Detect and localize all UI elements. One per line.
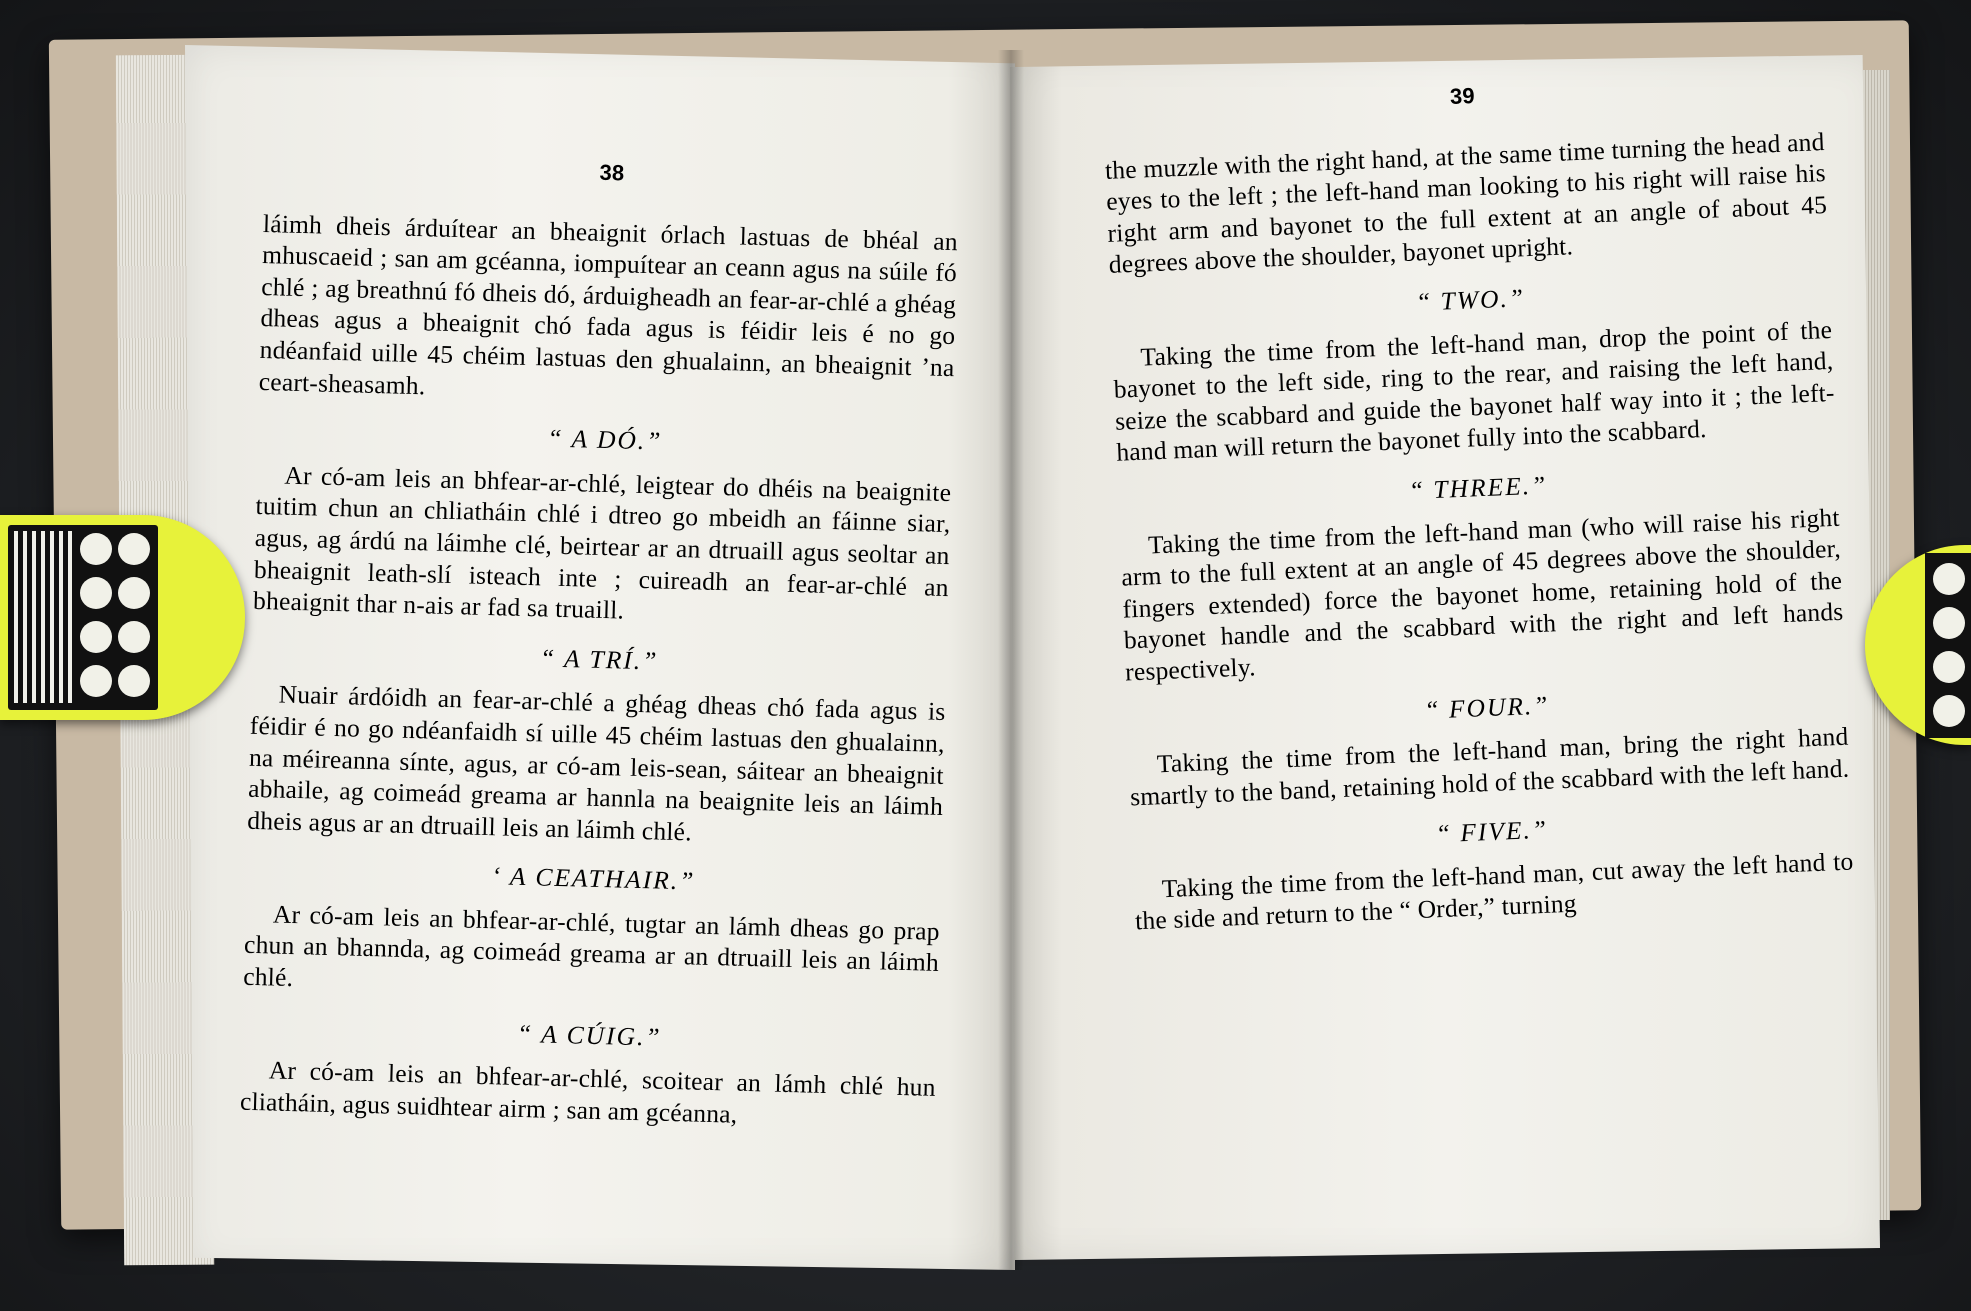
clip-dot [80,665,112,697]
paragraph: Taking the time from the left-hand man (who will raise his right arm to the full extent at an angle of 45 degrees above the shoulder, fingers extended) force the bayonet home, retaining hold of the bayonet handle and the scabbard with the right and left hands respectively. [1120,502,1844,687]
paragraph: Ar có-am leis an bhfear-ar-chlé, scoitear an lámh chlé hun cliatháin, agus suidhtear airm ; san am gcéanna, [239,1055,937,1129]
left-page-text [239,148,959,1145]
clip-dot [80,621,112,653]
paragraph: Ar có-am leis an bhfear-ar-chlé, leigtear do dhéis na beaignite tuitim chun an chliatháin chlé i dtreo go mbeidh an fáinne siar, agus, ag árdú na láimhe clé, beirtear ar an dtruaill agus seoltar an bheaignit leath-slí isteach inte ; cuireadh an fear-ar-chlé an bheaignit thar n-ais ar fad sa truaill. [252,460,952,625]
section-heading: “ FIVE.” [1435,814,1549,849]
section-heading: “ FOUR.” [1423,690,1550,725]
section-heading: “ A DÓ.” [547,423,663,456]
paragraph: the muzzle with the right hand, at the same time turning the head and eyes to the left ; the left-hand man looking to his right will raise his right arm and bayonet to the full extent at an angle of about 45 degrees above the shoulder, bayonet upright. [1104,126,1828,280]
paragraph: Ar có-am leis an bhfear-ar-chlé, tugtar an lámh dheas go prap chun an bhannda, ag coimeád greama ar an dtruaill leis an láimh chlé. [242,899,941,993]
paragraph: Taking the time from the left-hand man, bring the right hand smartly to the band, retaining hold of the scabbard with the left hand. [1129,721,1850,812]
book-gutter [998,50,1024,1270]
paragraph: láimh dheis árduítear an bheaignit órlach lastuas de bhéal an mhuscaeid ; san am gcéanna, iompuítear an ceann agus na súile fó chlé ; ag breathnú fó dheis dó, árduigheadh an fear-ar-chlé a ghéag dheas agus a bheaignit chó fada agus is féidir leis é no go ndéanfaid uille 45 chéim lastuas den ghualainn, an bheaignit ’na ceart-sheasamh. [258,208,959,400]
clip-stripes [14,531,72,703]
section-heading: ‘ A CEATHAIR.” [491,861,696,896]
paragraph: Taking the time from the left-hand man, drop the point of the bayonet to the left side, ring to the rear, and raising the left hand, seize the scabbard and guide the bayonet half way into it ; the left-hand man will return the bayonet fully into the scabbard. [1113,314,1836,468]
clip-dot [118,577,150,609]
clip-dot [118,533,150,565]
clip-dot [118,621,150,653]
clip-dot [1933,563,1965,595]
clip-pattern [1925,553,1971,738]
section-heading: “ A TRÍ.” [539,643,659,676]
bookmark-clip-left [0,515,245,720]
right-page-text [1102,66,1856,947]
clip-dot [80,577,112,609]
clip-dot [1933,695,1965,727]
paragraph: Taking the time from the left-hand man, cut away the left hand to the side and return to the “ Order,” turning [1134,846,1854,936]
section-heading: “ THREE.” [1408,470,1548,505]
clip-pattern [8,525,158,710]
paragraph: Nuair árdóidh an fear-ar-chlé a ghéag dheas chó fada agus is féidir é no go ndéanfaidh sí uille 45 chéim lastuas den ghualainn, na méireanna sínte, agus, ar có-am leis-sean, sáitear an bheaignit abhaile, ag coimeád greama ar hannla na beaignite leis an láimh dheis agus ar an dtruaill leis an láimh chlé. [247,679,946,847]
section-heading: “ A CÚIG.” [516,1018,662,1052]
page-number: 39 [1449,83,1476,110]
section-heading: “ TWO.” [1415,283,1526,317]
clip-dot [1933,651,1965,683]
clip-dot [80,533,112,565]
clip-dot [1933,607,1965,639]
page-number: 38 [599,159,625,186]
left-page-body [240,208,959,1136]
clip-dot [118,665,150,697]
right-page-body [1104,126,1855,938]
